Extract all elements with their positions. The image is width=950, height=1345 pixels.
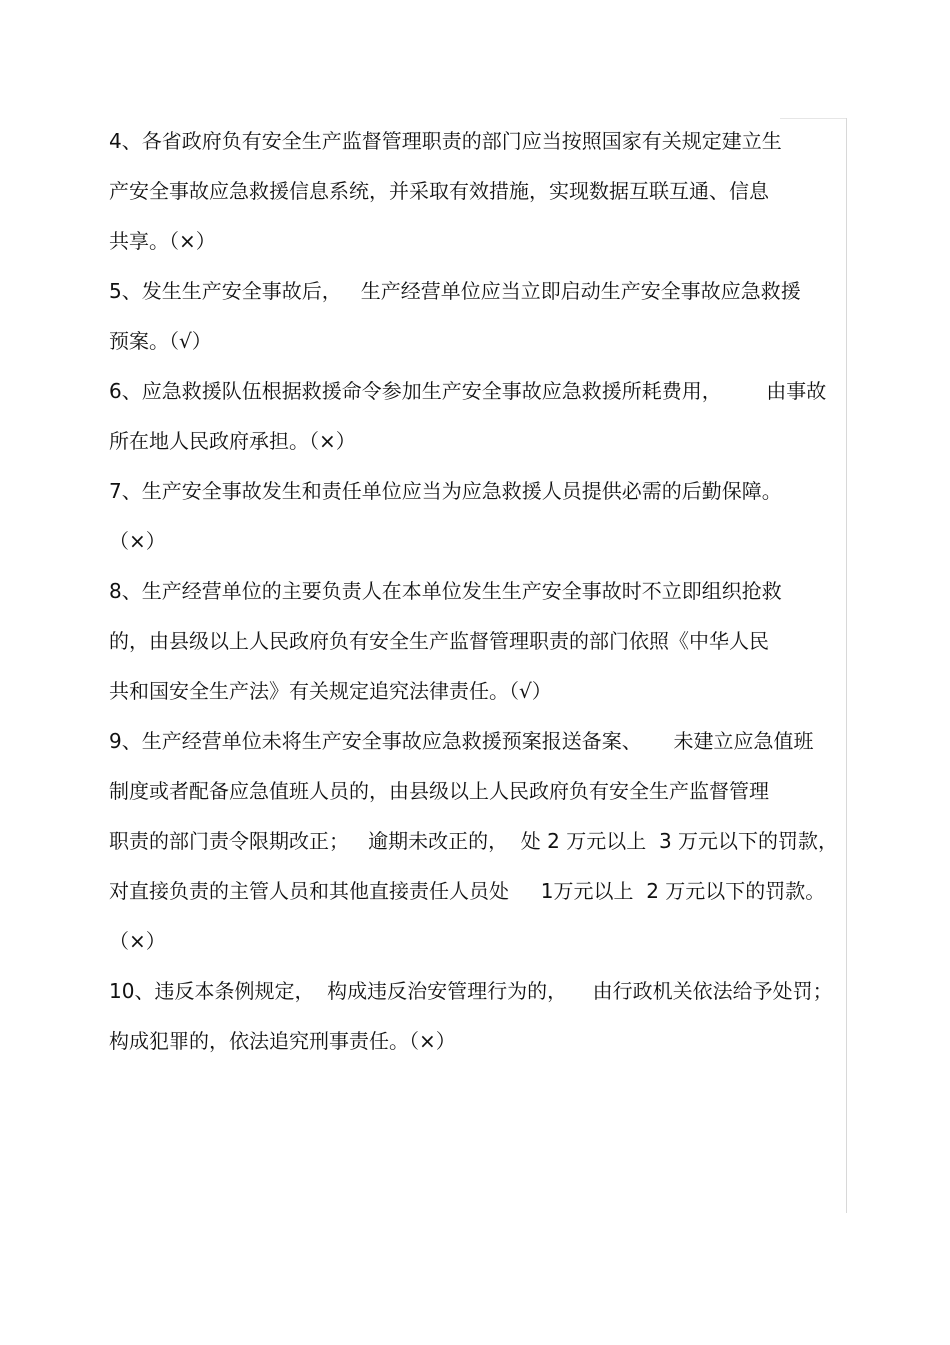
text-line: 共享。（×） <box>109 229 216 253</box>
page-border-top <box>780 118 847 119</box>
text-line: 7、生产安全事故发生和责任单位应当为应急救援人员提供必需的后勤保障。 <box>109 479 782 503</box>
text-line: 对直接负责的主管人员和其他直接责任人员处 1万元以上 2 万元以下的罚款。 <box>109 879 826 903</box>
text-line: 制度或者配备应急值班人员的，由县级以上人民政府负有安全生产监督管理 <box>109 779 769 803</box>
text-line: 的，由县级以上人民政府负有安全生产监督管理职责的部门依照《中华人民 <box>109 629 769 653</box>
text-line: 9、生产经营单位未将生产安全事故应急救援预案报送备案、 未建立应急值班 <box>109 729 814 753</box>
text-line: 职责的部门责令限期改正； 逾期未改正的， 处 2 万元以上 3 万元以下的罚款， <box>109 829 839 853</box>
document-body <box>109 121 849 1071</box>
text-line: 共和国安全生产法》有关规定追究法律责任。（√） <box>109 679 552 703</box>
text-line: 6、应急救援队伍根据救援命令参加生产安全事故应急救援所耗费用， 由事故 <box>109 379 827 403</box>
text-line: 10、违反本条例规定， 构成违反治安管理行为的， 由行政机关依法给予处罚； <box>109 979 833 1003</box>
text-line: 所在地人民政府承担。（×） <box>109 429 356 453</box>
text-line: 4、各省政府负有安全生产监督管理职责的部门应当按照国家有关规定建立生 <box>109 129 782 153</box>
text-line: 构成犯罪的，依法追究刑事责任。（×） <box>109 1029 456 1053</box>
text-line: 产安全事故应急救援信息系统，并采取有效措施，实现数据互联互通、信息 <box>109 179 769 203</box>
text-line: （×） <box>109 529 166 553</box>
text-line: 8、生产经营单位的主要负责人在本单位发生生产安全事故时不立即组织抢救 <box>109 579 782 603</box>
text-line: 5、发生生产安全事故后， 生产经营单位应当立即启动生产安全事故应急救援 <box>109 279 801 303</box>
text-line: （×） <box>109 929 166 953</box>
text-line: 预案。（√） <box>109 329 212 353</box>
